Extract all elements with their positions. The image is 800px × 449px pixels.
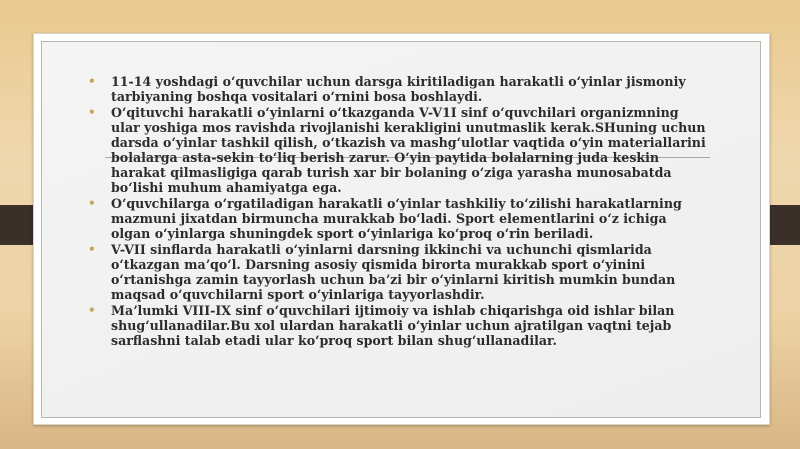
bullet-icon: • <box>88 74 96 88</box>
slide-content <box>88 74 708 349</box>
list-item <box>88 196 708 241</box>
list-item-text: V-VII sinflarda harakatli oʻyinlarni darsning ikkinchi va uchunchi qismlarida oʻtkazgan maʼqoʻl. Darsning asosiy qismida birorta murakkab sport oʻyinini oʻrtanishga zamin tayyorlash uchun baʼzi bir oʻyinlarni kiritish mumkin bundan maqsad oʻquvchilarni sport oʻyinlariga tayyorlashdir. <box>111 242 676 302</box>
list-item-text: 11-14 yoshdagi oʻquvchilar uchun darsga kiritiladigan harakatli oʻyinlar jismoniy tarbiyaning boshqa vositalari oʻrnini bosa boshlaydi. <box>111 74 686 104</box>
list-item-text: Oʻquvchilarga oʻrgatiladigan harakatli oʻyinlar tashkiliy toʻzilishi harakatlarning mazmuni jixatdan birmuncha murakkab boʻladi. Sport elementlarini oʻz ichiga olgan oʻyinlarga shuningdek sport oʻyinlariga koʻproq oʻrin beriladi. <box>111 196 682 241</box>
bullet-icon: • <box>88 242 96 256</box>
list-item <box>88 303 708 348</box>
list-item <box>88 105 708 195</box>
list-item <box>88 74 708 104</box>
bullet-icon: • <box>88 196 96 210</box>
bullet-icon: • <box>88 105 96 119</box>
bullet-list <box>88 74 708 348</box>
list-item-text: Oʻqituvchi harakatli oʻyinlarni oʻtkazganda V-V1I sinf oʻquvchilari organizmning ular yoshiga mos ravishda rivojlanishi kerakligini unutmaslik kerak.SHuning uchun darsda oʻyinlar tashkil qilish, oʻtkazish va mashgʻulotlar vaqtida oʻyin materiallarini bolalarga asta-sekin toʻliq berish zarur. Oʻyin paytida bolalarning juda keskin harakat qilmasligiga qarab turish xar bir bolaning oʻziga yarasha munosabatda boʻlishi muhum ahamiyatga ega. <box>111 105 706 195</box>
list-item-text: Maʼlumki VIII-IX sinf oʻquvchilari ijtimoiy va ishlab chiqarishga oid ishlar bilan shugʻullanadilar.Bu xol ulardan harakatli oʻyinlar uchun ajratilgan vaqtni tejab sarflashni talab etadi ular koʻproq sport bilan shugʻullanadilar. <box>111 303 675 348</box>
bullet-icon: • <box>88 303 96 317</box>
list-item <box>88 242 708 302</box>
